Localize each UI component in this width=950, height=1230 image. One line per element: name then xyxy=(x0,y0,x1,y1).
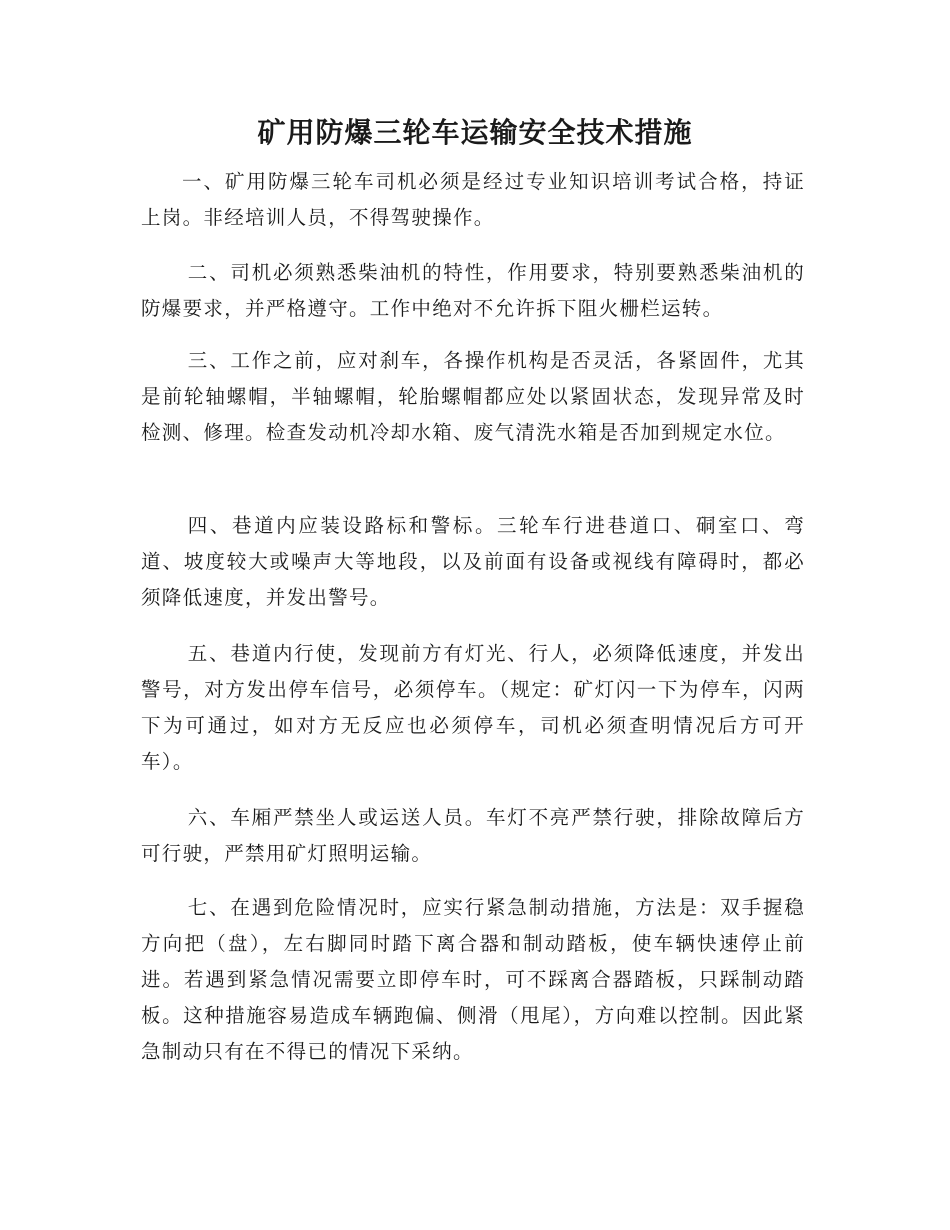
paragraph-1: 一、矿用防爆三轮车司机必须是经过专业知识培训考试合格，持证上岗。非经培训人员，不得驾驶操作。 xyxy=(141,170,805,229)
paragraph-2: 二、司机必须熟悉柴油机的特性，作用要求，特别要熟悉柴油机的防爆要求，并严格遵守。工作中绝对不允许拆下阻火栅栏运转。 xyxy=(141,261,805,320)
document-title: 矿用防爆三轮车运输安全技术措施 xyxy=(257,116,693,149)
paragraph-3: 三、工作之前，应对刹车，各操作机构是否灵活，各紧固件，尤其是前轮轴螺帽，半轴螺帽，轮胎螺帽都应处以紧固状态，发现异常及时检测、修理。检查发动机冷却水箱、废气清洗水箱是否加到规定水位。 xyxy=(141,349,805,444)
paragraph-6: 六、车厢严禁坐人或运送人员。车灯不亮严禁行驶，排除故障后方可行驶，严禁用矿灯照明运输。 xyxy=(141,806,805,865)
paragraph-7: 七、在遇到危险情况时，应实行紧急制动措施，方法是：双手握稳方向把（盘），左右脚同时踏下离合器和制动踏板，使车辆快速停止前进。若遇到紧急情况需要立即停车时，可不踩离合器踏板，只踩制动踏板。这种措施容易造成车辆跑偏、侧滑（甩尾），方向难以控制。因此紧急制动只有在不得已的情况下采纳。 xyxy=(141,896,805,1063)
paragraph-4: 四、巷道内应装设路标和警标。三轮车行进巷道口、硐室口、弯道、坡度较大或噪声大等地段，以及前面有设备或视线有障碍时，都必须降低速度，并发出警号。 xyxy=(141,514,805,609)
paragraph-5: 五、巷道内行使，发现前方有灯光、行人，必须降低速度，并发出警号，对方发出停车信号，必须停车。（规定：矿灯闪一下为停车，闪两下为可通过，如对方无反应也必须停车，司机必须查明情况后方可开车）。 xyxy=(141,642,805,773)
